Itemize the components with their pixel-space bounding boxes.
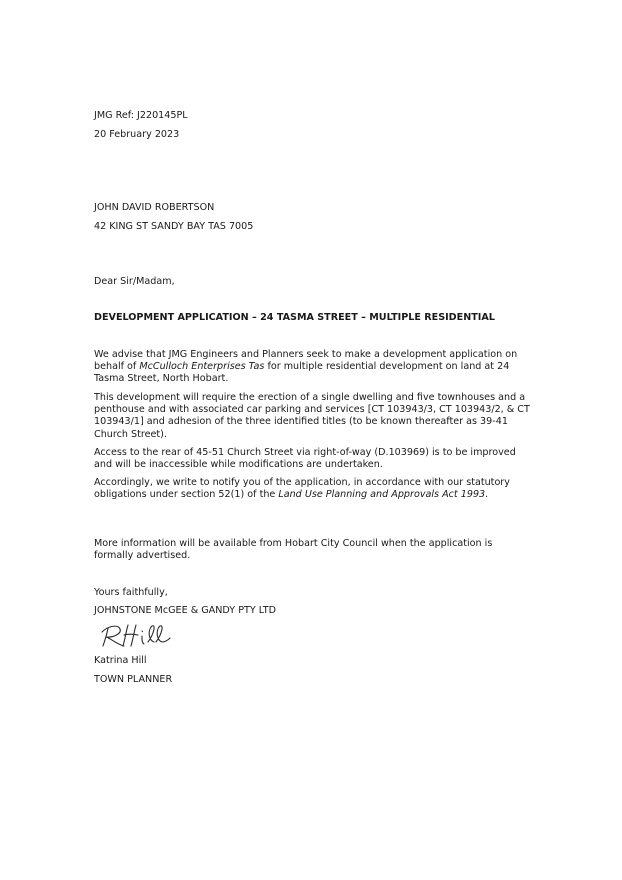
paragraph-more-info: More information will be available from Hobart City Council when the application is formally advertised. — [94, 538, 493, 562]
signature — [98, 620, 176, 650]
paragraph-notification-text-a: Accordingly, we write to notify you of the application, in accordance with our statutory obligations under section 52(1) of the — [94, 477, 510, 501]
closing: Yours faithfully, — [94, 587, 168, 598]
reference-number: JMG Ref: J220145PL — [94, 110, 188, 121]
paragraph-intro-text-c: for multiple residential development on land at 24 Tasma Street, North Hobart. — [94, 361, 510, 385]
recipient-address: 42 KING ST SANDY BAY TAS 7005 — [94, 221, 254, 232]
applicant-name: McCulloch Enterprises Tas — [139, 361, 265, 373]
paragraph-development: This development will require the erection of a single dwelling and five townhouses and a penthouse and with associated car parking and services [CT 103943/3, CT 103943/2, & CT 103943/1] and adhesion of the three identified titles (to be known thereafter as 39-41 Church Street). — [94, 392, 530, 440]
company-name: JOHNSTONE McGEE & GANDY PTY LTD — [94, 605, 277, 616]
paragraph-intro-text-a: We advise that JMG Engineers and Planners seek to make a development application on behalf of — [94, 349, 518, 373]
letter-date: 20 February 2023 — [94, 129, 180, 140]
paragraph-notification-text-c: . — [485, 489, 489, 501]
salutation: Dear Sir/Madam, — [94, 276, 175, 287]
act-name: Land Use Planning and Approvals Act 1993 — [278, 489, 486, 501]
recipient-name: JOHN DAVID ROBERTSON — [94, 202, 215, 213]
paragraph-intro — [94, 349, 534, 386]
subject-heading: DEVELOPMENT APPLICATION – 24 TASMA STREET – MULTIPLE RESIDENTIAL — [94, 312, 495, 323]
paragraph-access: Access to the rear of 45-51 Church Street via right-of-way (D.103969) is to be improved and will be inaccessible while modifications are undertaken. — [94, 447, 516, 471]
signatory-title: TOWN PLANNER — [94, 674, 173, 685]
paragraph-notification — [94, 477, 534, 501]
signatory-name: Katrina Hill — [94, 655, 147, 666]
